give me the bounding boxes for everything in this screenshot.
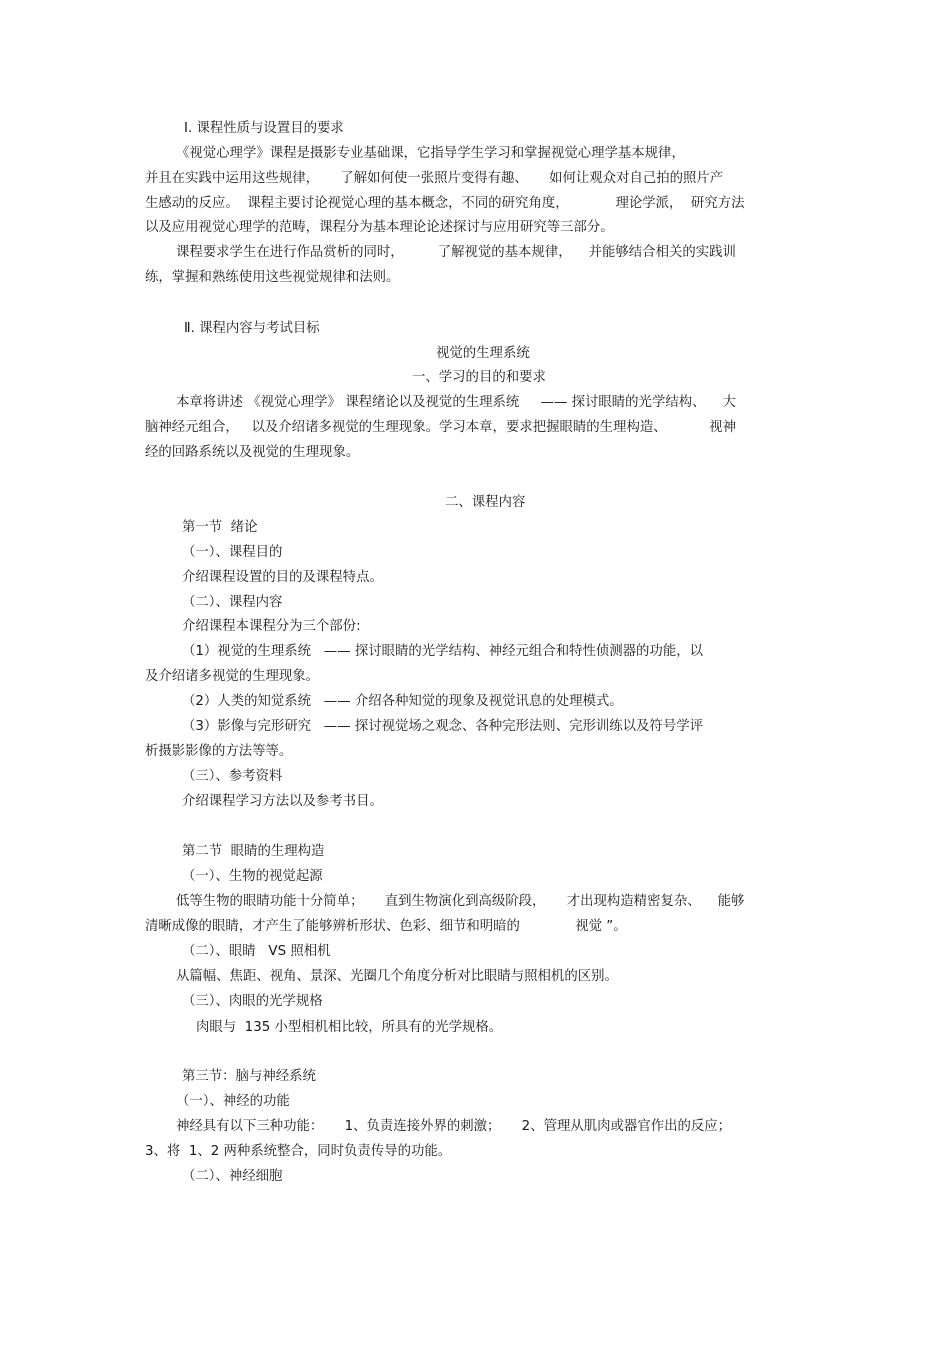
section1-paragraph2-line2: 练，掌握和熟练使用这些视觉规律和法则。 [145, 270, 400, 285]
chapter-intro-line2: 脑神经元组合， 以及介绍诸多视觉的生理现象。学习本章，要求把握眼睛的生理构造、 视神 [145, 420, 736, 435]
lesson2-a-heading: （一）、生物的视觉起源 [182, 869, 323, 884]
lesson1-item3-line1: （3）影像与完形研究 —— 探讨视觉场之观念、各种完形法则、完形训练以及符号学评 [182, 719, 703, 734]
lesson1-item3-line2: 析摄影影像的方法等等。 [145, 744, 293, 759]
lesson2-b-text: 从篇幅、焦距、视角、景深、光圈几个角度分析对比眼睛与照相机的区别。 [176, 969, 618, 984]
lesson3-a-heading: （一）、神经的功能 [176, 1094, 290, 1109]
section2-heading: Ⅱ. 课程内容与考试目标 [184, 321, 320, 336]
lesson2-a-line2: 清晰成像的眼睛，才产生了能够辨析形状、色彩、细节和明暗的 视觉 ”。 [145, 919, 627, 934]
subsection2-title: 二、课程内容 [445, 495, 526, 510]
lesson2-c-heading: （三）、肉眼的光学规格 [182, 994, 323, 1009]
lesson3-a-line2: 3、将 1、2 两种系统整合，同时负责传导的功能。 [145, 1144, 452, 1159]
lesson1-title: 第一节 绪论 [182, 520, 258, 535]
lesson1-c-heading: （三）、参考资料 [182, 769, 283, 784]
section1-paragraph1-line2: 并且在实践中运用这些规律， 了解如何使一张照片变得有趣、 如何让观众对自己拍的照片产 [145, 171, 724, 186]
lesson3-b-heading: （二）、神经细胞 [182, 1169, 283, 1184]
lesson3-a-line1: 神经具有以下三种功能： 1、负责连接外界的刺激； 2、管理从肌肉或器官作出的反应； [176, 1119, 732, 1134]
lesson2-c-text: 肉眼与 135 小型相机相比较，所具有的光学规格。 [196, 1020, 503, 1035]
lesson1-a-text: 介绍课程设置的目的及课程特点。 [182, 570, 383, 585]
chapter-intro-line3: 经的回路系统以及视觉的生理现象。 [145, 445, 360, 460]
section1-paragraph1-line3: 生感动的反应。 课程主要讨论视觉心理的基本概念，不同的研究角度， 理论学派， 研究方法 [145, 196, 745, 211]
section1-paragraph1-line4: 以及应用视觉心理学的范畴，课程分为基本理论论述探讨与应用研究等三部分。 [145, 220, 614, 235]
lesson1-item1-line2: 及介绍诸多视觉的生理现象。 [145, 669, 320, 684]
section1-heading: Ⅰ. 课程性质与设置目的要求 [184, 121, 344, 136]
lesson2-a-line1: 低等生物的眼睛功能十分简单； 直到生物演化到高级阶段， 才出现构造精密复杂、 能够 [176, 894, 745, 909]
section1-paragraph2-line1: 课程要求学生在进行作品赏析的同时， 了解视觉的基本规律， 并能够结合相关的实践训 [176, 245, 736, 260]
chapter-intro-line1: 本章将讲述 《视觉心理学》 课程绪论以及视觉的生理系统 —— 探讨眼睛的光学结构、 大 [176, 395, 736, 410]
lesson1-b-heading: （二）、课程内容 [182, 595, 283, 610]
chapter-title: 视觉的生理系统 [436, 346, 530, 361]
lesson3-title: 第三节：脑与神经系统 [182, 1069, 316, 1084]
lesson1-b-text: 介绍课程本课程分为三个部份: [182, 619, 361, 634]
lesson1-a-heading: （一）、课程目的 [182, 545, 283, 560]
lesson1-item1-line1: （1）视觉的生理系统 —— 探讨眼睛的光学结构、神经元组合和特性侦测器的功能，以 [182, 644, 703, 659]
lesson1-item2: （2）人类的知觉系统 —— 介绍各种知觉的现象及视觉讯息的处理模式。 [182, 694, 623, 709]
section1-paragraph1-line1: 《视觉心理学》课程是摄影专业基础课，它指导学生学习和掌握视觉心理学基本规律， [176, 146, 685, 161]
lesson2-title: 第二节 眼睛的生理构造 [182, 844, 325, 859]
lesson1-c-text: 介绍课程学习方法以及参考书目。 [182, 794, 383, 809]
subsection1-title: 一、学习的目的和要求 [412, 370, 546, 385]
lesson2-b-heading: （二）、眼睛 VS 照相机 [182, 944, 331, 959]
